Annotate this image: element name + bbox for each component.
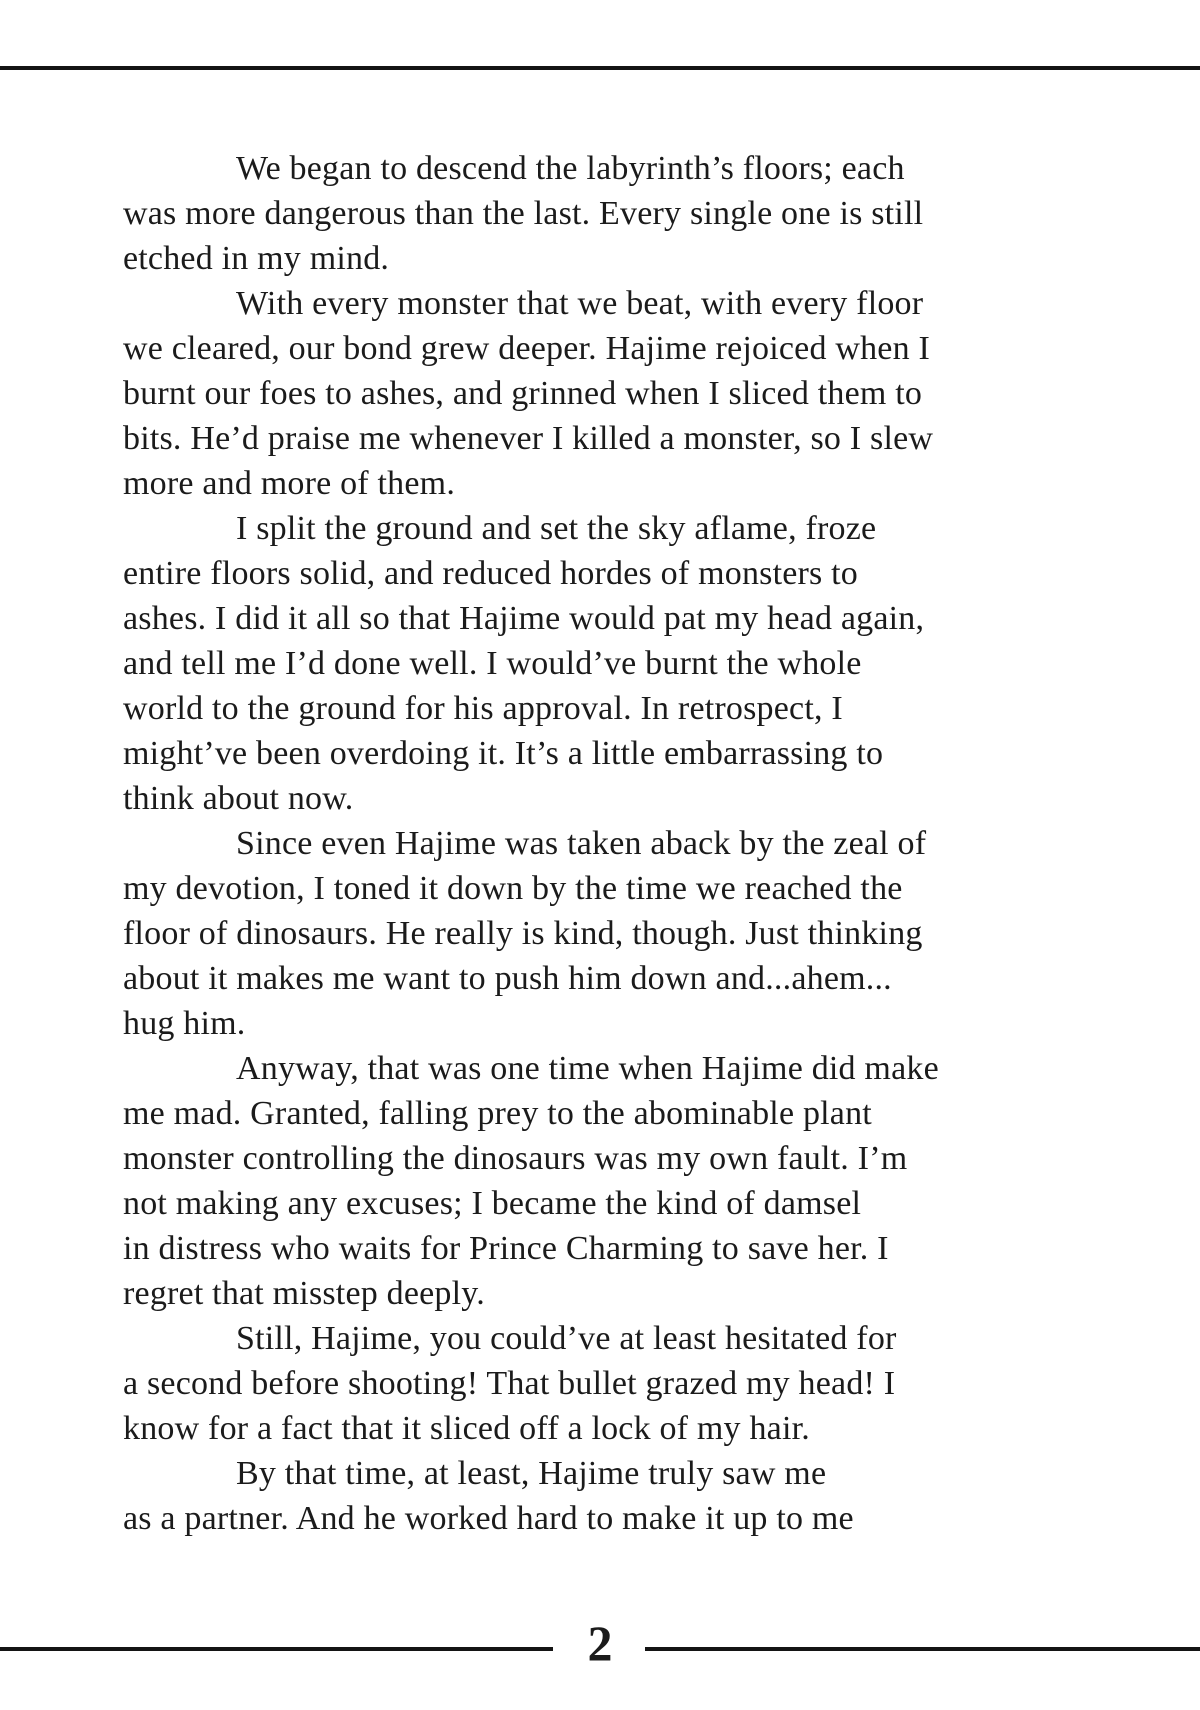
text-line: burnt our foes to ashes, and grinned when I sliced them to — [123, 375, 923, 412]
text-line: monster controlling the dinosaurs was my own fault. I’m — [123, 1140, 908, 1177]
text-line: Since even Hajime was taken aback by the zeal of — [236, 825, 927, 862]
text-line: world to the ground for his approval. In retrospect, I — [123, 690, 843, 727]
text-line: I split the ground and set the sky aflame, froze — [236, 510, 877, 547]
text-line: a second before shooting! That bullet grazed my head! I — [123, 1365, 896, 1402]
text-line: entire floors solid, and reduced hordes of monsters to — [123, 555, 859, 592]
text-line: in distress who waits for Prince Charming to save her. I — [123, 1230, 889, 1267]
footer-rule-left — [0, 1647, 553, 1651]
text-line: as a partner. And he worked hard to make it up to me — [123, 1500, 854, 1537]
text-line: know for a fact that it sliced off a lock of my hair. — [123, 1410, 810, 1447]
text-line: me mad. Granted, falling prey to the abominable plant — [123, 1095, 872, 1132]
page-number: 2 — [587, 1615, 613, 1671]
text-line: about it makes me want to push him down and...ahem... — [123, 960, 892, 997]
text-line: floor of dinosaurs. He really is kind, though. Just thinking — [123, 915, 923, 952]
text-line: Anyway, that was one time when Hajime did make — [236, 1050, 939, 1087]
text-line: hug him. — [123, 1005, 246, 1042]
text-line: and tell me I’d done well. I would’ve burnt the whole — [123, 645, 862, 682]
text-line: ashes. I did it all so that Hajime would pat my head again, — [123, 600, 925, 637]
text-line: We began to descend the labyrinth’s floors; each — [236, 150, 905, 187]
text-line: regret that misstep deeply. — [123, 1275, 485, 1312]
body-text — [123, 146, 1088, 1541]
text-line: Still, Hajime, you could’ve at least hesitated for — [236, 1320, 897, 1357]
text-line: etched in my mind. — [123, 240, 390, 277]
text-line: my devotion, I toned it down by the time we reached the — [123, 870, 903, 907]
text-line: With every monster that we beat, with every floor — [236, 285, 924, 322]
text-line: By that time, at least, Hajime truly saw me — [236, 1455, 827, 1492]
text-line: might’ve been overdoing it. It’s a little embarrassing to — [123, 735, 884, 772]
footer-rule-right — [645, 1647, 1200, 1651]
text-line: more and more of them. — [123, 465, 456, 502]
text-line: was more dangerous than the last. Every single one is still — [123, 195, 924, 232]
text-line: think about now. — [123, 780, 354, 817]
text-line: bits. He’d praise me whenever I killed a monster, so I slew — [123, 420, 934, 457]
text-line: we cleared, our bond grew deeper. Hajime rejoiced when I — [123, 330, 931, 367]
top-divider-rule — [0, 66, 1200, 70]
text-line: not making any excuses; I became the kind of damsel — [123, 1185, 862, 1222]
